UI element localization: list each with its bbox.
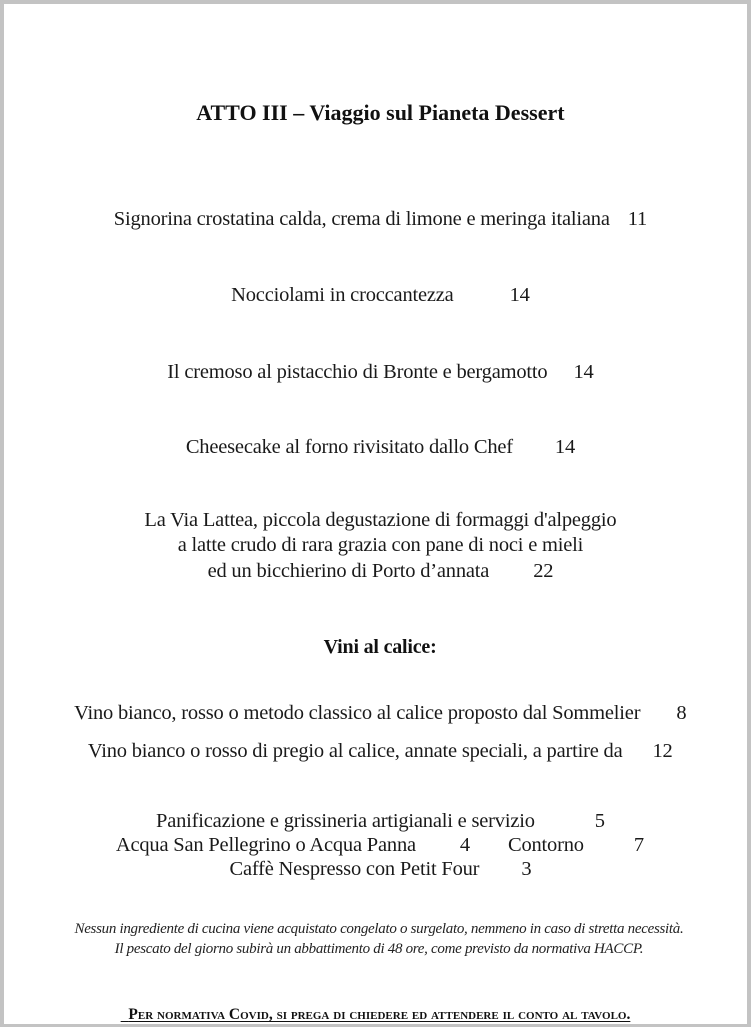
dessert-item xyxy=(0,259,751,307)
dessert-name-line-1: La Via Lattea, piccola degustazione di formaggi d'alpeggio xyxy=(144,509,617,531)
extra-name: Acqua San Pellegrino o Acqua Panna xyxy=(115,834,416,856)
dessert-name: Nocciolami in croccantezza xyxy=(231,284,454,306)
dessert-price: 14 xyxy=(573,361,594,383)
dessert-item xyxy=(0,336,751,384)
dessert-item-line xyxy=(0,535,751,583)
wines-heading-text: Vini al calice: xyxy=(323,636,437,658)
dessert-name-line-2: a latte crudo di rara grazia con pane di noci e mieli xyxy=(177,534,584,556)
covid-notice xyxy=(0,979,751,1027)
page-title xyxy=(0,77,751,125)
dessert-name: Cheesecake al forno rivisitato dallo Chef xyxy=(185,436,513,458)
dessert-item xyxy=(0,411,751,459)
wine-item xyxy=(0,715,751,763)
dessert-price: 14 xyxy=(509,284,530,306)
extra-name: Caffè Nespresso con Petit Four xyxy=(229,858,480,880)
wine-price: 8 xyxy=(676,702,687,724)
dessert-name-line-3: ed un bicchierino di Porto d’annata xyxy=(207,560,490,582)
dessert-name: Signorina crostatina calda, crema di limone e meringa italiana xyxy=(113,208,610,230)
extra-name: Panificazione e grissineria artigianali e servizio xyxy=(156,810,535,832)
note-text: Nessun ingrediente di cucina viene acquistato congelato o surgelato, nemmeno in caso di stretta necessità. xyxy=(74,921,684,937)
note-line xyxy=(0,918,751,960)
dessert-item xyxy=(0,183,751,231)
wine-name: Vino bianco, rosso o metodo classico al calice proposto dal Sommelier xyxy=(74,702,641,724)
title-text: ATTO III – Viaggio sul Pianeta Dessert xyxy=(196,100,565,125)
extra-price: 5 xyxy=(594,810,605,832)
covid-notice-text: Per normativa Covid, si prega di chiedere ed attendere il conto al tavolo. xyxy=(128,1006,631,1023)
dessert-price: 14 xyxy=(554,436,576,458)
extra-price-2: 7 xyxy=(633,834,644,856)
wine-price: 12 xyxy=(652,740,673,762)
wines-heading xyxy=(0,611,751,659)
dessert-price: 11 xyxy=(627,208,648,230)
note-text: Il pescato del giorno subirà un abbattimento di 48 ore, come previsto da normativa HACCP. xyxy=(114,941,644,957)
extra-item xyxy=(0,833,751,881)
dessert-price: 22 xyxy=(533,560,554,582)
extra-price: 4 xyxy=(459,834,470,856)
extra-name-2: Contorno xyxy=(507,834,584,856)
dessert-name: Il cremoso al pistacchio di Bronte e bergamotto xyxy=(167,361,548,383)
wine-name: Vino bianco o rosso di pregio al calice, annate speciali, a partire da xyxy=(87,740,623,762)
extra-price: 3 xyxy=(521,858,532,880)
